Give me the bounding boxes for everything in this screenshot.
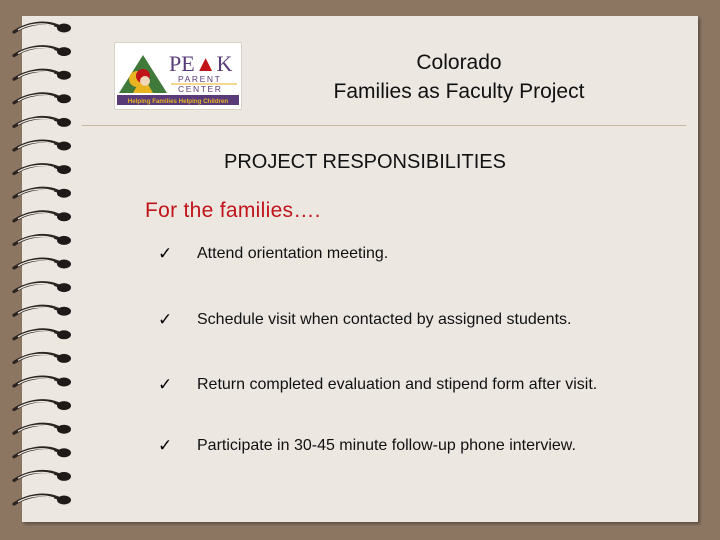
binding-ring	[14, 283, 71, 292]
logo-tagline: Helping Families Helping Children	[127, 98, 229, 105]
binding-ring	[14, 354, 71, 363]
slide-subtitle: PROJECT RESPONSIBILITIES	[224, 151, 506, 173]
binding-ring	[14, 495, 71, 504]
binding-ring	[14, 306, 71, 315]
binding-ring	[14, 212, 71, 221]
title-line-2: Families as Faculty Project	[333, 80, 585, 103]
bullet-text: Attend orientation meeting.	[197, 245, 389, 262]
svg-text:PE▲K: PE▲K	[169, 51, 233, 76]
binding-ring	[14, 401, 71, 410]
divider	[82, 125, 686, 126]
binding-ring	[14, 23, 71, 32]
logo-name-part1: PE	[169, 51, 195, 76]
spiral-binding	[0, 0, 90, 540]
checkmark-icon: ✓	[158, 375, 173, 395]
binding-ring	[14, 259, 71, 268]
binding-ring	[14, 94, 71, 103]
binding-ring	[14, 165, 71, 174]
bullet-text: Return completed evaluation and stipend form after visit.	[197, 376, 598, 393]
logo-line2: PARENT	[178, 74, 222, 84]
intro-text: For the families….	[145, 199, 321, 222]
binding-ring	[14, 448, 71, 457]
checkmark-icon: ✓	[158, 436, 173, 456]
logo-graphic	[115, 43, 241, 109]
binding-ring	[14, 377, 71, 386]
binding-ring	[14, 424, 71, 433]
binding-ring	[14, 188, 71, 197]
bullet-text: Participate in 30-45 minute follow-up phone interview.	[197, 437, 576, 454]
peak-parent-center-logo	[114, 42, 242, 110]
logo-name-part2: K	[216, 51, 233, 76]
title-line-1: Colorado	[416, 51, 502, 74]
logo-line3: CENTER	[178, 84, 223, 94]
bullet-text: Schedule visit when contacted by assigned students.	[197, 311, 572, 328]
binding-ring	[14, 141, 71, 150]
binding-ring	[14, 330, 71, 339]
checkmark-icon: ✓	[158, 310, 173, 330]
binding-ring	[14, 236, 71, 245]
checkmark-icon: ✓	[158, 244, 173, 264]
binding-ring	[14, 472, 71, 481]
binding-ring	[14, 118, 71, 127]
slide-title	[300, 48, 618, 106]
binding-ring	[14, 70, 71, 79]
binding-ring	[14, 47, 71, 56]
